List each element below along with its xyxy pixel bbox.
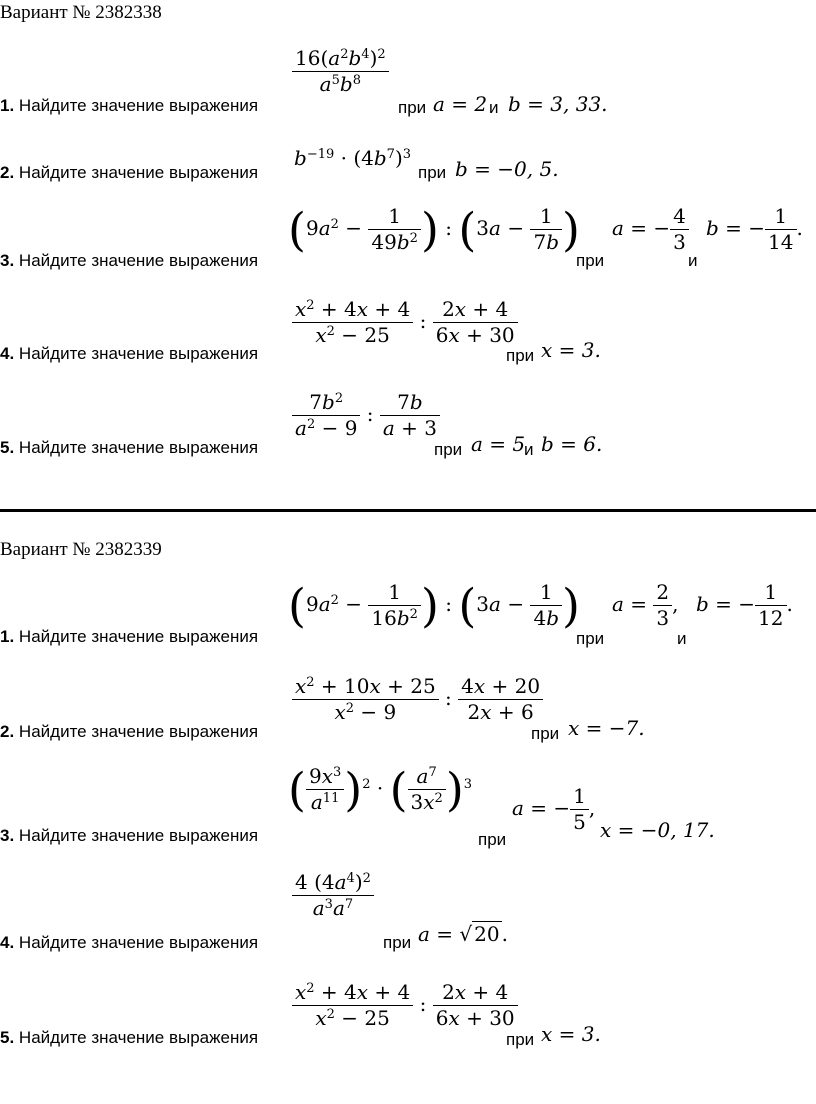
and-word: и	[677, 629, 687, 648]
condition-value: b = 3, 33.	[508, 92, 608, 116]
problem-text: Найдите значение выражения	[18, 826, 259, 845]
and-word: и	[688, 251, 698, 270]
math-expression: $\frac{x^2 + 4x + 4}{x^2 - 25}$ : $\frac{2x + 4}{6x + 30}$	[292, 980, 518, 1031]
math-expression: ($9a^2$ − $\frac{1}{49b^2}$ ) : (3a − $\frac{1}{7b}$ )	[288, 202, 580, 257]
problem-number: 3.	[0, 826, 15, 845]
condition-word: при	[434, 440, 463, 459]
condition-word: при	[383, 933, 412, 952]
math-expression: $\frac{x^2 + 10x + 25}{x^2 - 9}$ : $\frac{4x + 20}{2x + 6}$	[292, 674, 543, 725]
problem-number: 5.	[0, 1028, 15, 1047]
math-expression: $\frac{7b^2}{a^2 - 9}$ : $\frac{7b}{a + 3}$	[292, 390, 440, 441]
math-expression: ( $\frac{9x^3}{a^{11}}$ )$^2$ · ( $\frac{a^7}{3x^2}$ )$^3$	[288, 762, 473, 817]
problem-label	[0, 251, 258, 271]
problem-text: Найдите значение выражения	[18, 344, 259, 363]
condition-value: b = − $\frac{1}{14}$ .	[706, 204, 803, 254]
condition-value: a = √ 20 .	[418, 922, 508, 946]
variant-title: Вариант № 2382338	[0, 2, 162, 23]
problem-label	[0, 1028, 258, 1048]
condition-value: b = −0, 5.	[455, 157, 559, 181]
condition-word: при	[576, 629, 605, 648]
condition-value: x = 3.	[541, 338, 601, 362]
math-expression: $b^{-19} \cdot (4b^7)^3$	[294, 146, 412, 170]
condition-value: a = 2	[433, 92, 488, 116]
condition-word: при	[576, 251, 605, 270]
math-expression: $\frac{x^2 + 4x + 4}{x^2 - 25}$ : $\frac{2x + 4}{6x + 30}$	[292, 297, 518, 348]
problem-number: 2.	[0, 163, 15, 182]
problem-label	[0, 627, 258, 647]
problem-number: 4.	[0, 933, 15, 952]
and-word: и	[489, 98, 499, 117]
condition-word: при	[506, 346, 535, 365]
condition-word: при	[506, 1030, 535, 1049]
problem-label	[0, 722, 258, 742]
problem-number: 4.	[0, 344, 15, 363]
problem-number: 5.	[0, 438, 15, 457]
problem-number: 1.	[0, 627, 15, 646]
problem-label	[0, 438, 258, 458]
problem-label	[0, 826, 258, 846]
condition-word: при	[531, 724, 560, 743]
problem-text: Найдите значение выражения	[18, 163, 259, 182]
condition-value: x = 3.	[541, 1022, 601, 1046]
math-expression: $\frac{4 (4a^4)^2}{a^3a^7}$	[292, 870, 374, 921]
math-expression: ($9a^2$ − $\frac{1}{16b^2}$ ) : (3a − $\frac{1}{4b}$ )	[288, 578, 580, 633]
separator-line	[0, 509, 816, 512]
problem-text: Найдите значение выражения	[18, 722, 259, 741]
problem-number: 1.	[0, 96, 15, 115]
math-expression: $\frac{16(a^2b^4)^2}{a^5b^8}$	[292, 46, 389, 97]
problem-text: Найдите значение выражения	[18, 438, 259, 457]
problem-text: Найдите значение выражения	[18, 96, 259, 115]
condition-value: a = − $\frac{4}{3}$	[612, 204, 689, 255]
problem-text: Найдите значение выражения	[18, 627, 259, 646]
condition-value: a = − $\frac{1}{5}$ ,	[512, 784, 596, 834]
problem-text: Найдите значение выражения	[18, 251, 259, 270]
condition-value: b = 6.	[541, 432, 603, 456]
problem-label	[0, 163, 258, 183]
problem-number: 2.	[0, 722, 15, 741]
condition-word: при	[418, 163, 447, 182]
problem-number: 3.	[0, 251, 15, 270]
condition-value: x = −0, 17.	[600, 818, 715, 842]
and-word: и	[524, 440, 534, 459]
problem-label	[0, 96, 258, 116]
condition-word: при	[478, 830, 507, 849]
condition-word: при	[398, 98, 427, 117]
condition-value: b = − $\frac{1}{12}$ .	[696, 580, 793, 630]
problem-text: Найдите значение выражения	[18, 933, 259, 952]
variant-title: Вариант № 2382339	[0, 539, 162, 560]
problem-text: Найдите значение выражения	[18, 1028, 259, 1047]
condition-value: a = $\frac{2}{3}$ ,	[612, 580, 679, 630]
condition-value: x = −7.	[568, 716, 645, 740]
condition-value: a = 5	[471, 432, 526, 456]
problem-label	[0, 933, 258, 953]
problem-label	[0, 344, 258, 364]
